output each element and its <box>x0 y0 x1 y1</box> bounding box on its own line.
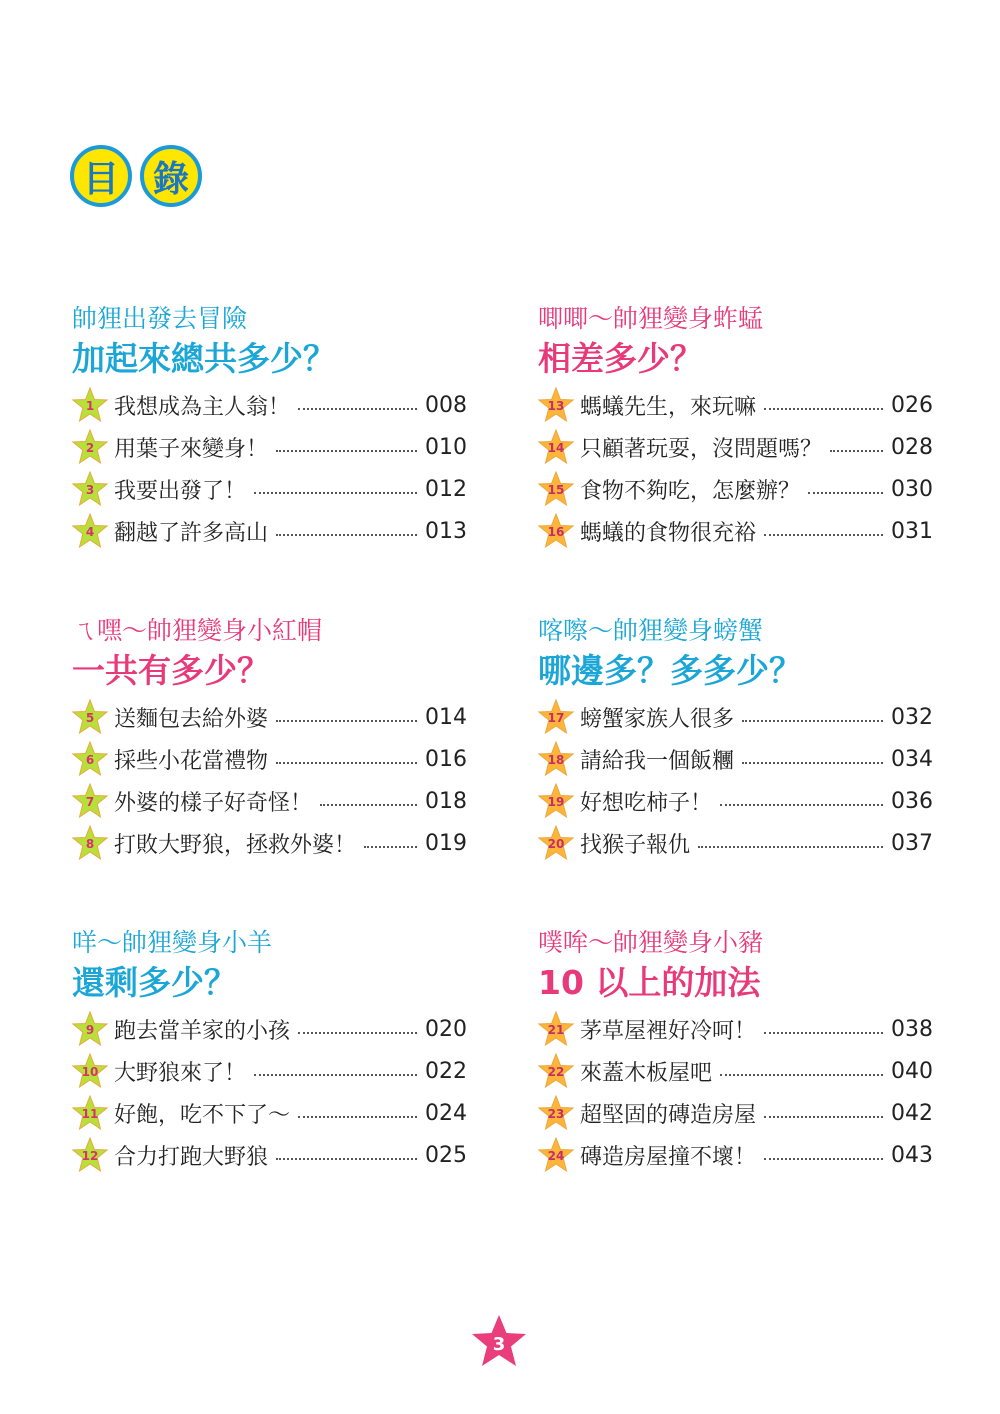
chapter-star-icon <box>72 513 108 549</box>
dot-leader <box>720 804 883 806</box>
section-subtitle: 喀嚓～帥狸變身螃蟹 <box>538 616 764 645</box>
chapter-number: 22 <box>547 1065 565 1079</box>
entry-page-number: 028 <box>891 434 933 460</box>
entry-page-number: 036 <box>891 788 933 814</box>
toc-section <box>538 928 933 1176</box>
entry-page-number: 013 <box>425 518 467 544</box>
entry-title: 大野狼來了！ <box>114 1060 247 1086</box>
chapter-star-icon <box>72 471 108 507</box>
chapter-star-icon <box>72 1053 108 1089</box>
chapter-number: 7 <box>85 795 95 809</box>
dot-leader <box>298 1116 417 1118</box>
entry-title: 送麵包去給外婆 <box>114 706 269 732</box>
entry-title: 採些小花當禮物 <box>114 748 269 774</box>
title-char-circle: 錄 <box>140 145 202 207</box>
entry-title: 打敗大野狼，拯救外婆！ <box>114 832 357 858</box>
entry-page-number: 016 <box>425 746 467 772</box>
dot-leader <box>764 1116 883 1118</box>
entry-title: 跑去當羊家的小孩 <box>114 1018 291 1044</box>
chapter-star-icon <box>538 387 574 423</box>
chapter-number: 2 <box>85 441 95 455</box>
entry-title: 外婆的樣子好奇怪！ <box>114 790 313 816</box>
entry-page-number: 030 <box>891 476 933 502</box>
section-heading: 一共有多少？ <box>72 651 270 690</box>
chapter-number: 5 <box>85 711 95 725</box>
entry-page-number: 008 <box>425 392 467 418</box>
chapter-number: 15 <box>547 483 565 497</box>
entry-title: 超堅固的磚造房屋 <box>580 1102 757 1128</box>
toc-entry[interactable] <box>538 1092 933 1134</box>
entry-page-number: 042 <box>891 1100 933 1126</box>
entry-page-number: 014 <box>425 704 467 730</box>
toc-section <box>72 928 467 1176</box>
entry-page-number: 043 <box>891 1142 933 1168</box>
entry-title: 只顧著玩耍，沒問題嗎？ <box>580 436 823 462</box>
entry-page-number: 010 <box>425 434 467 460</box>
dot-leader <box>364 846 417 848</box>
chapter-number: 10 <box>81 1065 99 1079</box>
chapter-number: 3 <box>85 483 95 497</box>
toc-entry[interactable] <box>72 384 467 426</box>
toc-entry[interactable] <box>72 1092 467 1134</box>
chapter-number: 17 <box>547 711 565 725</box>
entry-page-number: 026 <box>891 392 933 418</box>
chapter-number: 16 <box>547 525 565 539</box>
chapter-star-icon <box>538 1137 574 1173</box>
toc-section <box>538 304 933 552</box>
chapter-number: 24 <box>547 1149 565 1163</box>
toc-entry[interactable] <box>72 426 467 468</box>
chapter-star-icon <box>538 1011 574 1047</box>
entry-title: 用葉子來變身！ <box>114 436 269 462</box>
toc-section <box>538 616 933 864</box>
section-subtitle: 咩～帥狸變身小羊 <box>72 928 273 957</box>
toc-entry[interactable] <box>72 468 467 510</box>
entry-page-number: 025 <box>425 1142 467 1168</box>
entry-page-number: 038 <box>891 1016 933 1042</box>
dot-leader <box>764 534 883 536</box>
entry-page-number: 020 <box>425 1016 467 1042</box>
chapter-number: 6 <box>85 753 95 767</box>
chapter-star-icon <box>538 429 574 465</box>
chapter-number: 14 <box>547 441 565 455</box>
chapter-number: 4 <box>85 525 95 539</box>
toc-entry[interactable] <box>538 1008 933 1050</box>
chapter-star-icon <box>538 1095 574 1131</box>
entry-title: 食物不夠吃，怎麼辦？ <box>580 478 801 504</box>
chapter-number: 19 <box>547 795 565 809</box>
entry-title: 螃蟹家族人很多 <box>580 706 735 732</box>
entry-page-number: 022 <box>425 1058 467 1084</box>
toc-entry[interactable] <box>72 822 467 864</box>
toc-entry[interactable] <box>538 468 933 510</box>
entry-title: 我想成為主人翁！ <box>114 394 291 420</box>
chapter-star-icon <box>538 1053 574 1089</box>
toc-entry[interactable] <box>538 822 933 864</box>
dot-leader <box>698 846 883 848</box>
section-subtitle: 唧唧～帥狸變身蚱蜢 <box>538 304 764 333</box>
toc-entry[interactable] <box>538 1134 933 1176</box>
entry-title: 我要出發了！ <box>114 478 247 504</box>
toc-entry[interactable] <box>538 384 933 426</box>
dot-leader <box>298 1032 417 1034</box>
chapter-star-icon <box>72 429 108 465</box>
section-heading: 相差多少？ <box>538 339 703 378</box>
chapter-star-icon <box>538 699 574 735</box>
entry-title: 翻越了許多高山 <box>114 520 269 546</box>
toc-entry[interactable] <box>72 1134 467 1176</box>
chapter-star-icon <box>72 741 108 777</box>
chapter-star-icon <box>72 1095 108 1131</box>
section-subtitle: 噗哞～帥狸變身小豬 <box>538 928 764 957</box>
dot-leader <box>830 450 883 452</box>
toc-entry[interactable] <box>72 738 467 780</box>
dot-leader <box>276 1158 417 1160</box>
dot-leader <box>276 720 417 722</box>
toc-entry[interactable] <box>538 696 933 738</box>
dot-leader <box>720 1074 883 1076</box>
dot-leader <box>764 1158 883 1160</box>
chapter-number: 13 <box>547 399 565 413</box>
dot-leader <box>276 450 417 452</box>
entry-title: 找猴子報仇 <box>580 832 691 858</box>
toc-entry[interactable] <box>72 510 467 552</box>
toc-entry[interactable] <box>538 780 933 822</box>
toc-entry[interactable] <box>72 1008 467 1050</box>
entry-page-number: 032 <box>891 704 933 730</box>
dot-leader <box>742 762 883 764</box>
chapter-star-icon <box>538 471 574 507</box>
chapter-number: 8 <box>85 837 95 851</box>
chapter-star-icon <box>72 783 108 819</box>
dot-leader <box>764 1032 883 1034</box>
entry-page-number: 037 <box>891 830 933 856</box>
chapter-number: 9 <box>85 1023 95 1037</box>
entry-title: 磚造房屋撞不壞！ <box>580 1144 757 1170</box>
section-heading: 哪邊多？多多少？ <box>538 651 802 690</box>
entry-title: 好飽，吃不下了～ <box>114 1102 291 1128</box>
chapter-number: 21 <box>547 1023 565 1037</box>
entry-title: 茅草屋裡好冷呵！ <box>580 1018 757 1044</box>
chapter-star-icon <box>538 741 574 777</box>
entry-title: 好想吃柿子！ <box>580 790 713 816</box>
dot-leader <box>254 1074 417 1076</box>
chapter-number: 12 <box>81 1149 99 1163</box>
dot-leader <box>276 762 417 764</box>
entry-page-number: 024 <box>425 1100 467 1126</box>
dot-leader <box>276 534 417 536</box>
chapter-number: 20 <box>547 837 565 851</box>
chapter-star-icon <box>72 387 108 423</box>
toc-entry[interactable] <box>538 510 933 552</box>
page-number: 3 <box>492 1333 506 1355</box>
chapter-number: 18 <box>547 753 565 767</box>
section-heading: 10 以上的加法 <box>538 963 761 1002</box>
chapter-star-icon <box>72 1137 108 1173</box>
toc-entry[interactable] <box>538 1050 933 1092</box>
page-number-star-icon <box>470 1313 528 1371</box>
toc-section <box>72 616 467 864</box>
dot-leader <box>298 408 417 410</box>
entry-page-number: 019 <box>425 830 467 856</box>
section-heading: 加起來總共多少？ <box>72 339 336 378</box>
chapter-star-icon <box>72 1011 108 1047</box>
toc-entry[interactable] <box>538 738 933 780</box>
entry-page-number: 012 <box>425 476 467 502</box>
entry-title: 來蓋木板屋吧 <box>580 1060 713 1086</box>
dot-leader <box>320 804 417 806</box>
entry-title: 螞蟻的食物很充裕 <box>580 520 757 546</box>
entry-title: 請給我一個飯糰 <box>580 748 735 774</box>
chapter-number: 23 <box>547 1107 565 1121</box>
toc-entry[interactable] <box>538 426 933 468</box>
toc-title <box>70 145 202 207</box>
entry-page-number: 034 <box>891 746 933 772</box>
section-heading: 還剩多少？ <box>72 963 237 1002</box>
chapter-star-icon <box>72 825 108 861</box>
entry-page-number: 018 <box>425 788 467 814</box>
chapter-star-icon <box>538 783 574 819</box>
section-subtitle: ㄟ嘿～帥狸變身小紅帽 <box>72 616 323 645</box>
chapter-number: 11 <box>81 1107 99 1121</box>
entry-page-number: 031 <box>891 518 933 544</box>
dot-leader <box>254 492 417 494</box>
dot-leader <box>742 720 883 722</box>
chapter-star-icon <box>538 825 574 861</box>
toc-entry[interactable] <box>72 1050 467 1092</box>
entry-title: 合力打跑大野狼 <box>114 1144 269 1170</box>
chapter-star-icon <box>72 699 108 735</box>
entry-page-number: 040 <box>891 1058 933 1084</box>
dot-leader <box>808 492 883 494</box>
entry-title: 螞蟻先生，來玩嘛 <box>580 394 757 420</box>
chapter-star-icon <box>538 513 574 549</box>
dot-leader <box>764 408 883 410</box>
toc-entry[interactable] <box>72 696 467 738</box>
chapter-number: 1 <box>85 399 95 413</box>
toc-section <box>72 304 467 552</box>
section-subtitle: 帥狸出發去冒險 <box>72 304 248 333</box>
toc-entry[interactable] <box>72 780 467 822</box>
title-char-circle: 目 <box>70 145 132 207</box>
